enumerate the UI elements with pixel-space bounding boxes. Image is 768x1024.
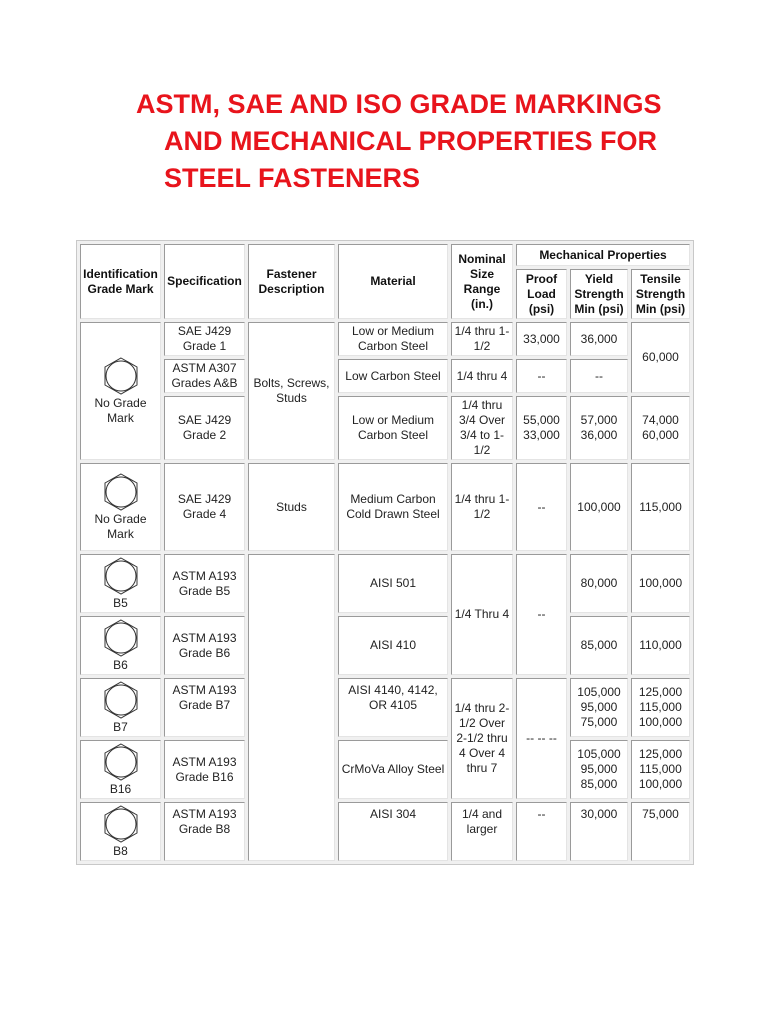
tensile-strength-cell: 74,000 60,000: [631, 396, 690, 460]
tensile-strength-cell: 110,000: [631, 616, 690, 675]
yield-strength-cell: 100,000: [570, 463, 628, 551]
grade-mark-cell: [80, 678, 161, 737]
yield-strength-cell: 80,000: [570, 554, 628, 613]
grade-markings-table: [76, 240, 694, 865]
hexagon-bolt-head-icon: [101, 742, 141, 782]
yield-strength-cell: 105,000 95,000 85,000: [570, 740, 628, 799]
spec-cell: ASTM A307 Grades A&B: [164, 359, 245, 393]
tensile-strength-cell: 125,000 115,000 100,000: [631, 678, 690, 737]
yield-strength-cell: 57,000 36,000: [570, 396, 628, 460]
hexagon-bolt-head-icon: [101, 804, 141, 844]
spec-cell: ASTM A193 Grade B6: [164, 616, 245, 675]
proof-load-cell: --: [516, 554, 567, 675]
size-cell: 1/4 thru 4: [451, 359, 513, 393]
grade-mark-label: B8: [113, 844, 128, 858]
material-cell: AISI 304: [338, 802, 448, 861]
header-material: Material: [338, 244, 448, 319]
grade-mark-cell: [80, 463, 161, 551]
size-cell: 1/4 thru 1-1/2: [451, 463, 513, 551]
hexagon-bolt-head-icon: [101, 356, 141, 396]
fastener-description-cell: Bolts, Screws, Studs: [248, 322, 335, 460]
proof-load-cell: --: [516, 463, 567, 551]
proof-load-cell: 55,000 33,000: [516, 396, 567, 460]
size-cell: 1/4 thru 3/4 Over 3/4 to 1-1/2: [451, 396, 513, 460]
yield-strength-cell: --: [570, 359, 628, 393]
material-cell: Medium Carbon Cold Drawn Steel: [338, 463, 448, 551]
size-cell: 1/4 thru 1-1/2: [451, 322, 513, 356]
tensile-strength-cell: 125,000 115,000 100,000: [631, 740, 690, 799]
grade-mark-label: B16: [109, 782, 132, 796]
proof-load-cell: 33,000: [516, 322, 567, 356]
spec-cell: ASTM A193 Grade B8: [164, 802, 245, 861]
spec-cell: ASTM A193 Grade B7: [164, 678, 245, 737]
header-fastener-description: Fastener Description: [248, 244, 335, 319]
spec-cell: SAE J429 Grade 2: [164, 396, 245, 460]
hexagon-bolt-head-icon: [101, 556, 141, 596]
page-title: ASTM, SAE AND ISO GRADE MARKINGS AND MECHANICAL PROPERTIES FOR STEEL FASTENERS: [136, 89, 662, 193]
header-grade-mark: Identification Grade Mark: [80, 244, 161, 319]
material-cell: Low or Medium Carbon Steel: [338, 322, 448, 356]
material-cell: AISI 4140, 4142, OR 4105: [338, 678, 448, 737]
yield-strength-cell: 85,000: [570, 616, 628, 675]
grade-mark-cell: [80, 802, 161, 861]
grade-mark-cell: [80, 740, 161, 799]
grade-mark-label: No Grade Mark: [94, 396, 147, 425]
fastener-description-cell: Studs: [248, 463, 335, 551]
hexagon-bolt-head-icon: [101, 680, 141, 720]
spec-cell: SAE J429 Grade 1: [164, 322, 245, 356]
material-cell: CrMoVa Alloy Steel: [338, 740, 448, 799]
material-cell: Low or Medium Carbon Steel: [338, 396, 448, 460]
header-tensile-strength: Tensile Strength Min (psi): [631, 269, 690, 319]
tensile-strength-cell: 60,000: [631, 322, 690, 393]
size-cell: 1/4 thru 2-1/2 Over 2-1/2 thru 4 Over 4 thru 7: [451, 678, 513, 799]
grade-mark-label: B7: [113, 720, 128, 734]
grade-mark-cell: [80, 554, 161, 613]
header-proof-load: Proof Load (psi): [516, 269, 567, 319]
spec-cell: SAE J429 Grade 4: [164, 463, 245, 551]
grade-mark-cell: [80, 322, 161, 460]
proof-load-cell: --: [516, 359, 567, 393]
tensile-strength-cell: 75,000: [631, 802, 690, 861]
yield-strength-cell: 30,000: [570, 802, 628, 861]
hexagon-bolt-head-icon: [101, 618, 141, 658]
grade-mark-cell: [80, 616, 161, 675]
yield-strength-cell: 36,000: [570, 322, 628, 356]
hexagon-bolt-head-icon: [101, 472, 141, 512]
tensile-strength-cell: 100,000: [631, 554, 690, 613]
material-cell: Low Carbon Steel: [338, 359, 448, 393]
fastener-description-cell: [248, 554, 335, 861]
spec-cell: ASTM A193 Grade B16: [164, 740, 245, 799]
proof-load-cell: -- -- --: [516, 678, 567, 799]
proof-load-cell: --: [516, 802, 567, 861]
size-cell: 1/4 and larger: [451, 802, 513, 861]
material-cell: AISI 501: [338, 554, 448, 613]
header-nominal-size: Nominal Size Range (in.): [451, 244, 513, 319]
tensile-strength-cell: 115,000: [631, 463, 690, 551]
header-mechanical-properties: Mechanical Properties: [516, 244, 690, 266]
grade-mark-label: No Grade Mark: [94, 512, 147, 541]
grade-mark-label: B5: [113, 596, 128, 610]
material-cell: AISI 410: [338, 616, 448, 675]
header-specification: Specification: [164, 244, 245, 319]
grade-mark-label: B6: [113, 658, 128, 672]
header-yield-strength: Yield Strength Min (psi): [570, 269, 628, 319]
size-cell: 1/4 Thru 4: [451, 554, 513, 675]
spec-cell: ASTM A193 Grade B5: [164, 554, 245, 613]
yield-strength-cell: 105,000 95,000 75,000: [570, 678, 628, 737]
